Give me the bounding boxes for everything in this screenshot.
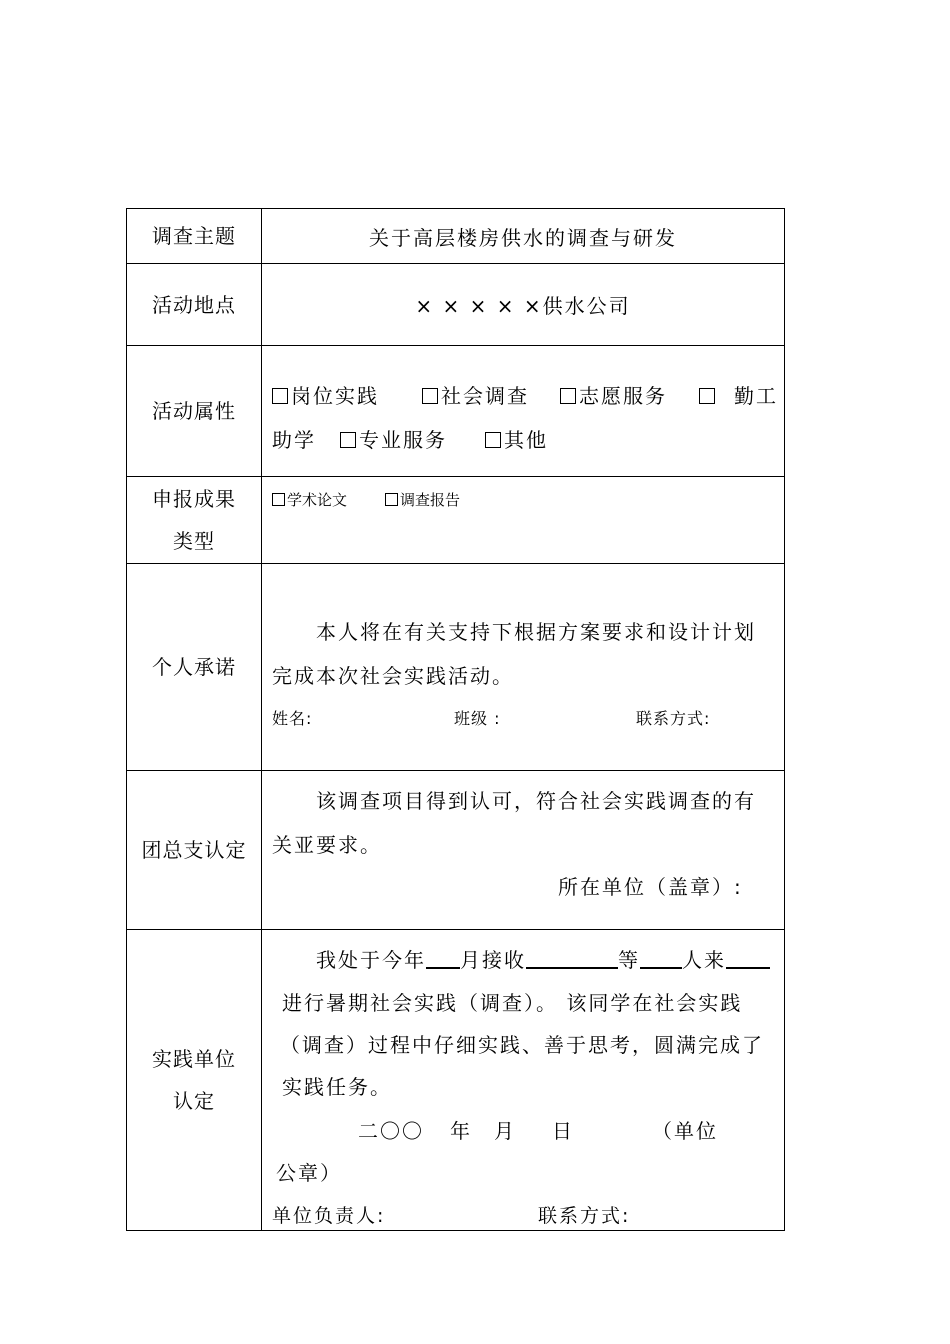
date-month: 月: [494, 1119, 516, 1143]
result-option-wrap-1: [272, 489, 347, 510]
result-type-label-2: 类型: [173, 529, 215, 553]
practice-unit-content: [262, 930, 785, 1231]
attribute-label: 活动属性: [127, 346, 262, 477]
checkbox-icon: [272, 493, 285, 506]
application-form-table: [126, 208, 785, 1231]
option-other[interactable]: 其他: [485, 428, 548, 452]
practice-line-1: [316, 944, 770, 973]
pledge-label: 个人承诺: [127, 564, 262, 771]
attribute-option-wrap-6: [485, 424, 548, 453]
date-day: 日: [552, 1119, 574, 1143]
unit-contact-field[interactable]: 联系方式:: [538, 1205, 631, 1227]
practice-unit-label: [127, 930, 262, 1231]
league-seal-field[interactable]: 所在单位（盖章）:: [558, 875, 743, 899]
practice-unit-label-2: 认定: [173, 1089, 215, 1113]
row-pledge: [127, 564, 785, 771]
checkbox-icon: [340, 432, 356, 448]
practice-seg-2: 月接收: [460, 948, 526, 972]
result-type-options: [262, 477, 785, 564]
option-work-study-cont: 助学: [272, 428, 316, 452]
row-result-type: [127, 477, 785, 564]
checkbox-icon: [485, 432, 501, 448]
pledge-content: [262, 564, 785, 771]
option-volunteer[interactable]: 志愿服务: [560, 384, 667, 408]
checkbox-icon: [422, 388, 438, 404]
league-text-2: 关亚要求。: [272, 833, 382, 857]
attribute-option-wrap-4: [699, 380, 778, 409]
option-academic-paper[interactable]: 学术论文: [272, 491, 347, 509]
option-professional[interactable]: 专业服务: [340, 428, 447, 452]
student-name-blank[interactable]: [526, 947, 618, 969]
practice-unit-label-1: 实践单位: [152, 1047, 236, 1071]
row-topic: [127, 209, 785, 264]
location-value: × × × × ×供水公司: [262, 264, 785, 346]
attribute-option-wrap-5: [340, 424, 447, 453]
date-prefix: 二〇〇: [358, 1119, 424, 1143]
row-practice-unit: [127, 930, 785, 1231]
checkbox-icon: [699, 388, 715, 404]
attribute-option-wrap-3: [560, 380, 667, 409]
pledge-text-1: 本人将在有关支持下根据方案要求和设计计划: [316, 620, 756, 644]
attribute-line-2: [272, 424, 316, 453]
league-text-1: 该调查项目得到认可，符合社会实践调查的有: [316, 789, 756, 813]
practice-seg-1: 我处于今年: [316, 948, 426, 972]
league-content: [262, 771, 785, 930]
topic-value: 关于高层楼房供水的调查与研发: [262, 209, 785, 264]
pledge-contact-field[interactable]: 联系方式:: [636, 709, 711, 728]
practice-seg-4: 人来: [682, 948, 726, 972]
pledge-name-field[interactable]: 姓名:: [272, 709, 313, 728]
unit-seal-1: （单位: [652, 1119, 718, 1143]
date-year: 年: [450, 1119, 472, 1143]
option-social-survey[interactable]: 社会调查: [422, 384, 529, 408]
location-label: 活动地点: [127, 264, 262, 346]
row-location: [127, 264, 785, 346]
topic-label: 调查主题: [127, 209, 262, 264]
unit-head-field[interactable]: 单位负责人:: [272, 1205, 386, 1227]
attribute-options: [262, 346, 785, 477]
extra-blank[interactable]: [726, 947, 770, 969]
result-type-label: [127, 477, 262, 564]
option-post-practice[interactable]: 岗位实践: [272, 384, 379, 408]
row-attribute: [127, 346, 785, 477]
month-blank[interactable]: [426, 947, 460, 969]
result-option-wrap-2: [385, 489, 460, 510]
checkbox-icon: [560, 388, 576, 404]
practice-line-4: 实践任务。: [282, 1075, 392, 1099]
count-blank[interactable]: [640, 947, 682, 969]
checkbox-icon: [272, 388, 288, 404]
pledge-text-2: 完成本次社会实践活动。: [272, 664, 514, 688]
practice-seg-3: 等: [618, 948, 640, 972]
league-label: 团总支认定: [127, 771, 262, 930]
checkbox-icon: [385, 493, 398, 506]
result-type-label-1: 申报成果: [152, 487, 236, 511]
row-league: [127, 771, 785, 930]
attribute-option-wrap-2: [422, 380, 529, 409]
pledge-class-field[interactable]: 班级 :: [454, 709, 501, 728]
practice-line-3: （调查）过程中仔细实践、善于思考，圆满完成了: [280, 1033, 764, 1057]
unit-seal-2: 公章）: [276, 1161, 342, 1185]
attribute-line-1: [272, 380, 379, 409]
option-survey-report[interactable]: 调查报告: [385, 491, 460, 509]
option-work-study[interactable]: 勤工: [699, 384, 778, 408]
practice-date-line: [358, 1115, 718, 1144]
practice-line-2: 进行暑期社会实践（调查）。 该同学在社会实践: [282, 991, 743, 1015]
